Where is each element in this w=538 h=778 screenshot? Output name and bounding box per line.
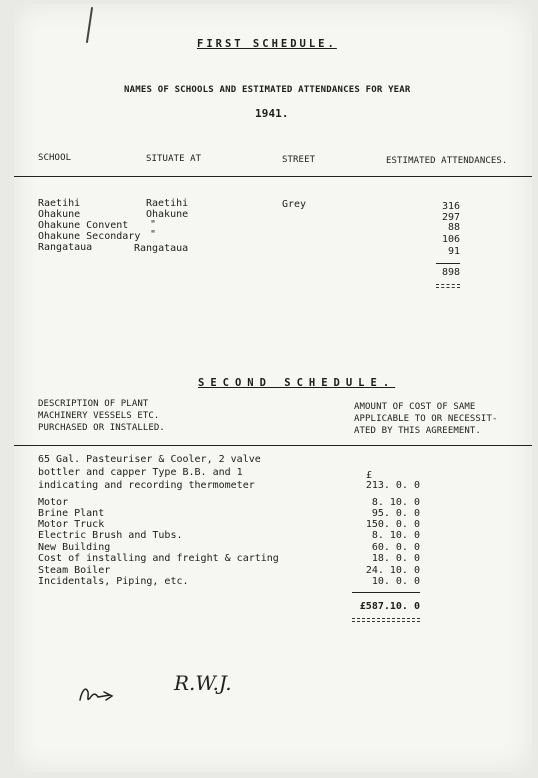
plant-item-desc: Incidentals, Piping, etc. (38, 576, 189, 587)
plant-intro-line: bottler and capper Type B.B. and 1 (38, 467, 243, 478)
pen-stroke-mark (84, 6, 96, 46)
column-header-school: SCHOOL (38, 153, 72, 163)
first-schedule-heading: NAMES OF SCHOOLS AND ESTIMATED ATTENDANCES FOR YEAR (124, 85, 411, 95)
table-row-situate: " (150, 219, 157, 230)
plant-item-amount: 95. 0. 0 (371, 508, 420, 519)
table-row-attendance: 91 (447, 246, 460, 257)
description-header-line: MACHINERY VESSELS ETC. (38, 411, 160, 421)
plant-item-desc: Cost of installing and freight & carting (38, 553, 279, 564)
plant-item-amount: 150. 0. 0 (365, 519, 420, 530)
plant-item-amount: 8. 10. 0 (371, 497, 420, 508)
currency-symbol: £ (366, 470, 373, 481)
table-row-situate: Rangataua (134, 243, 189, 254)
plant-item-desc: Steam Boiler (38, 565, 111, 576)
handwritten-mark-icon (74, 680, 134, 710)
plant-item-desc: New Building (38, 542, 111, 553)
plant-item-amount: 60. 0. 0 (371, 542, 420, 553)
column-header-street: STREET (282, 155, 316, 165)
second-schedule-title: SECOND SCHEDULE. (198, 377, 396, 389)
cost-total-double-rule (352, 618, 420, 622)
table-row-attendance: 297 (441, 212, 460, 223)
plant-intro-line: indicating and recording thermometer (38, 480, 255, 491)
amount-header-line: APPLICABLE TO OR NECESSIT- (354, 414, 498, 424)
attendance-total-double-rule (436, 284, 460, 288)
column-header-situate: SITUATE AT (146, 154, 202, 164)
amount-header-line: AMOUNT OF COST OF SAME (354, 402, 476, 412)
table-row-street: Grey (282, 199, 307, 210)
table-row-attendance: 88 (447, 222, 460, 233)
plant-item-desc: Electric Brush and Tubs. (38, 530, 183, 541)
table-row-school: Ohakune Convent (38, 220, 129, 231)
table-row-situate: Raetihi (146, 198, 189, 209)
description-header-line: PURCHASED OR INSTALLED. (38, 423, 165, 433)
table-row-attendance: 106 (441, 234, 460, 245)
plant-item-desc: Motor (38, 497, 69, 508)
plant-item-amount: 8. 10. 0 (371, 530, 420, 541)
first-schedule-year: 1941. (255, 107, 289, 120)
plant-item-amount: 18. 0. 0 (371, 553, 420, 564)
attendance-subtotal-rule (436, 263, 460, 264)
plant-intro-line: 65 Gal. Pasteuriser & Cooler, 2 valve (38, 454, 261, 465)
amount-header-line: ATED BY THIS AGREEMENT. (354, 426, 481, 436)
plant-intro-amount: 213. 0. 0 (365, 480, 420, 491)
plant-item-desc: Motor Truck (38, 519, 105, 530)
cost-total: £587.10. 0 (359, 601, 420, 612)
table-row-situate: Ohakune (146, 209, 189, 220)
cost-subtotal-rule (352, 592, 420, 593)
column-header-attendances: ESTIMATED ATTENDANCES. (386, 156, 508, 166)
handwritten-initials: R.W.J. (174, 671, 232, 695)
second-schedule-header-rule (14, 445, 532, 446)
plant-item-amount: 10. 0. 0 (371, 576, 420, 587)
first-schedule-header-rule (14, 176, 532, 177)
plant-item-desc: Brine Plant (38, 508, 105, 519)
first-schedule-title: FIRST SCHEDULE. (197, 38, 337, 50)
attendance-total: 898 (441, 267, 460, 278)
table-row-school: Raetihi (38, 198, 81, 209)
table-row-school: Ohakune (38, 209, 81, 220)
table-row-attendance: 316 (441, 201, 460, 212)
table-row-school: Ohakune Secondary (38, 231, 141, 242)
table-row-situate: " (150, 229, 157, 240)
description-header-line: DESCRIPTION OF PLANT (38, 399, 149, 409)
plant-item-amount: 24. 10. 0 (365, 565, 420, 576)
table-row-school: Rangataua (38, 242, 93, 253)
